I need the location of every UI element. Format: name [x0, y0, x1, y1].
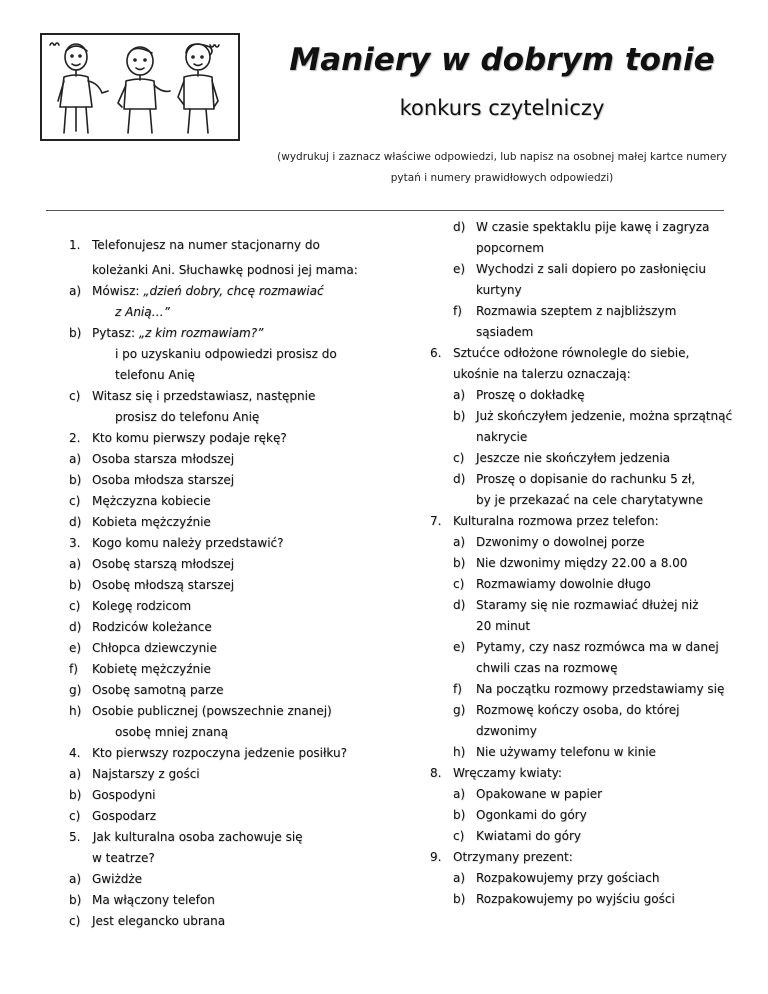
instructions-line-1: (wydrukuj i zaznacz właściwe odpowiedzi, lub napisz na osobnej małej kartce numery	[277, 151, 727, 163]
answer-letter: c)	[453, 577, 465, 591]
question-5-cont: w teatrze?	[92, 851, 155, 865]
answer-text: Rozmowę kończy osoba, do której	[476, 703, 680, 717]
answer-prefix: Mówisz:	[92, 284, 144, 298]
answer-letter: a)	[69, 872, 82, 886]
question-text: Jak kulturalna osoba zachowuje się	[89, 830, 303, 844]
answer-text: Już skończyłem jedzenie, można sprzątnąć	[476, 409, 733, 423]
question-text: Otrzymany prezent:	[453, 850, 573, 864]
question-text: Kto pierwszy rozpoczyna jedzenie posiłku?	[92, 746, 347, 760]
answer-text: Proszę o dopisanie do rachunku 5 zł,	[476, 472, 696, 486]
answer-text: Witasz się i przedstawiasz, następnie	[92, 389, 316, 403]
answer-letter: f)	[69, 662, 78, 676]
answer-text: Pytamy, czy nasz rozmówca ma w danej	[476, 640, 719, 654]
question-text: Kogo komu należy przedstawić?	[92, 536, 284, 550]
answer-letter: d)	[69, 620, 82, 634]
answer-text: Kolegę rodzicom	[92, 599, 192, 613]
answer-letter: c)	[69, 389, 81, 403]
answer-text: Staramy się nie rozmawiać dłużej niż	[476, 598, 699, 612]
answer-text: Rodziców koleżance	[92, 620, 212, 634]
answer-5d-cont: popcornem	[476, 241, 544, 255]
answer-letter: e)	[453, 262, 466, 276]
answer-1a-cont: z Anią…”	[115, 305, 170, 319]
answer-5e-cont: kurtyny	[476, 283, 522, 297]
answer-letter: b)	[69, 578, 82, 592]
answer-text: Osobę młodszą starszej	[92, 578, 235, 592]
answer-text: Kwiatami do góry	[476, 829, 582, 843]
answer-3h-cont: osobę mniej znaną	[115, 725, 229, 739]
answer-letter: b)	[453, 409, 466, 423]
answer-text: Wychodzi z sali dopiero po zasłonięciu	[476, 262, 706, 276]
answer-letter: b)	[69, 473, 82, 487]
answer-text	[92, 326, 263, 340]
answer-letter: c)	[69, 599, 81, 613]
question-6-cont: ukośnie na talerzu oznaczają:	[453, 367, 631, 381]
question-number: 1.	[69, 238, 81, 252]
question-number: 8.	[430, 766, 442, 780]
answer-letter: a)	[453, 787, 466, 801]
answer-5f-cont: sąsiadem	[476, 325, 534, 339]
answer-text: Gospodarz	[92, 809, 157, 823]
answer-quote: „z kim rozmawiam?”	[138, 326, 264, 340]
answer-letter: e)	[69, 641, 82, 655]
answer-letter: c)	[453, 451, 465, 465]
answer-text: Rozpakowujemy po wyjściu gości	[476, 892, 675, 906]
answer-letter: b)	[453, 808, 466, 822]
answer-letter: a)	[69, 452, 82, 466]
answer-letter: d)	[453, 598, 466, 612]
answer-letter: a)	[69, 284, 82, 298]
answer-letter: f)	[453, 304, 462, 318]
question-number: 6.	[430, 346, 442, 360]
answer-letter: d)	[453, 472, 466, 486]
answer-letter: c)	[69, 914, 81, 928]
answer-text: Chłopca dziewczynie	[92, 641, 217, 655]
answer-letter: d)	[453, 220, 466, 234]
page-title: Maniery w dobrym tonie	[289, 42, 715, 78]
answer-7g-cont: dzwonimy	[476, 724, 537, 738]
answer-text: Ogonkami do góry	[476, 808, 587, 822]
answer-text: Nie dzwonimy między 22.00 a 8.00	[476, 556, 688, 570]
question-text-cont: koleżanki Ani. Słuchawkę podnosi jej mama:	[92, 263, 358, 277]
answer-letter: d)	[69, 515, 82, 529]
instructions-line-2: pytań i numery prawidłowych odpowiedzi)	[390, 172, 614, 184]
answer-text: W czasie spektaklu pije kawę i zagryza	[476, 220, 710, 234]
question-text: Kulturalna rozmowa przez telefon:	[453, 514, 659, 528]
answer-7d-cont: 20 minut	[476, 619, 531, 633]
question-number: 4.	[69, 746, 81, 760]
question-number: 2.	[69, 431, 81, 445]
answer-text: Gospodyni	[92, 788, 156, 802]
answer-1c-cont: prosisz do telefonu Anię	[115, 410, 260, 424]
answer-text: Osobie publicznej (powszechnie znanej)	[92, 704, 332, 718]
answer-letter: a)	[69, 767, 82, 781]
answer-quote: „dzień dobry, chcę rozmawiać	[143, 284, 324, 298]
answer-letter: b)	[453, 892, 466, 906]
answer-text: Gwiżdże	[92, 872, 143, 886]
answer-text: Mężczyzna kobiecie	[92, 494, 211, 508]
answer-6b-cont: nakrycie	[476, 430, 528, 444]
answer-6d-cont: by je przekazać na cele charytatywne	[476, 493, 703, 507]
answer-letter: b)	[69, 893, 82, 907]
answer-letter: h)	[69, 704, 82, 718]
question-number: 7.	[430, 514, 442, 528]
answer-text: Jeszcze nie skończyłem jedzenia	[476, 451, 671, 465]
answer-7e-cont: chwili czas na rozmowę	[476, 661, 618, 675]
question-number: 5.	[69, 830, 81, 844]
answer-text: Ma włączony telefon	[92, 893, 215, 907]
answer-letter: g)	[453, 703, 466, 717]
question-text: Kto komu pierwszy podaje rękę?	[92, 431, 287, 445]
question-number: 9.	[430, 850, 442, 864]
answer-text: Kobieta mężczyźnie	[92, 515, 211, 529]
answer-text: Nie używamy telefonu w kinie	[476, 745, 656, 759]
answer-letter: c)	[453, 829, 465, 843]
answer-text: Najstarszy z gości	[92, 767, 200, 781]
answer-letter: a)	[69, 557, 82, 571]
answer-text: Na początku rozmowy przedstawiamy się	[476, 682, 725, 696]
answer-text: Rozpakowujemy przy gościach	[476, 871, 660, 885]
answer-text: Osobę starszą młodszej	[92, 557, 235, 571]
answer-letter: f)	[453, 682, 462, 696]
question-text: Telefonujesz na numer stacjonarny do	[92, 238, 320, 252]
answer-text: Rozmawiamy dowolnie długo	[476, 577, 651, 591]
answer-letter: e)	[453, 640, 466, 654]
answer-letter: c)	[69, 809, 81, 823]
answer-letter: a)	[453, 388, 466, 402]
question-text: Wręczamy kwiaty:	[453, 766, 562, 780]
answer-text: Osoba młodsza starszej	[92, 473, 235, 487]
answer-text: Rozmawia szeptem z najbliższym	[476, 304, 677, 318]
answer-text: Osobę samotną parze	[92, 683, 224, 697]
answer-prefix: Pytasz:	[92, 326, 139, 340]
answer-text: Opakowane w papier	[476, 787, 603, 801]
question-text: Sztućce odłożone równolegle do siebie,	[453, 346, 690, 360]
answer-text: Kobietę mężczyźnie	[92, 662, 211, 676]
right-column	[384, 0, 768, 994]
answer-text: Jest elegancko ubrana	[92, 914, 226, 928]
answer-text: Dzwonimy o dowolnej porze	[476, 535, 645, 549]
answer-letter: b)	[453, 556, 466, 570]
answer-letter: a)	[453, 535, 466, 549]
answer-letter: a)	[453, 871, 466, 885]
answer-letter: b)	[69, 788, 82, 802]
answer-letter: g)	[69, 683, 82, 697]
answer-text	[92, 284, 324, 298]
answer-1b-cont: i po uzyskaniu odpowiedzi prosisz do	[115, 347, 337, 361]
answer-letter: b)	[69, 326, 82, 340]
answer-letter: h)	[453, 745, 466, 759]
answer-letter: c)	[69, 494, 81, 508]
answer-text: Proszę o dokładkę	[476, 388, 585, 402]
question-number: 3.	[69, 536, 81, 550]
answer-text: Osoba starsza młodszej	[92, 452, 235, 466]
page-subtitle: konkurs czytelniczy	[399, 96, 605, 120]
answer-1b-cont2: telefonu Anię	[115, 368, 195, 382]
